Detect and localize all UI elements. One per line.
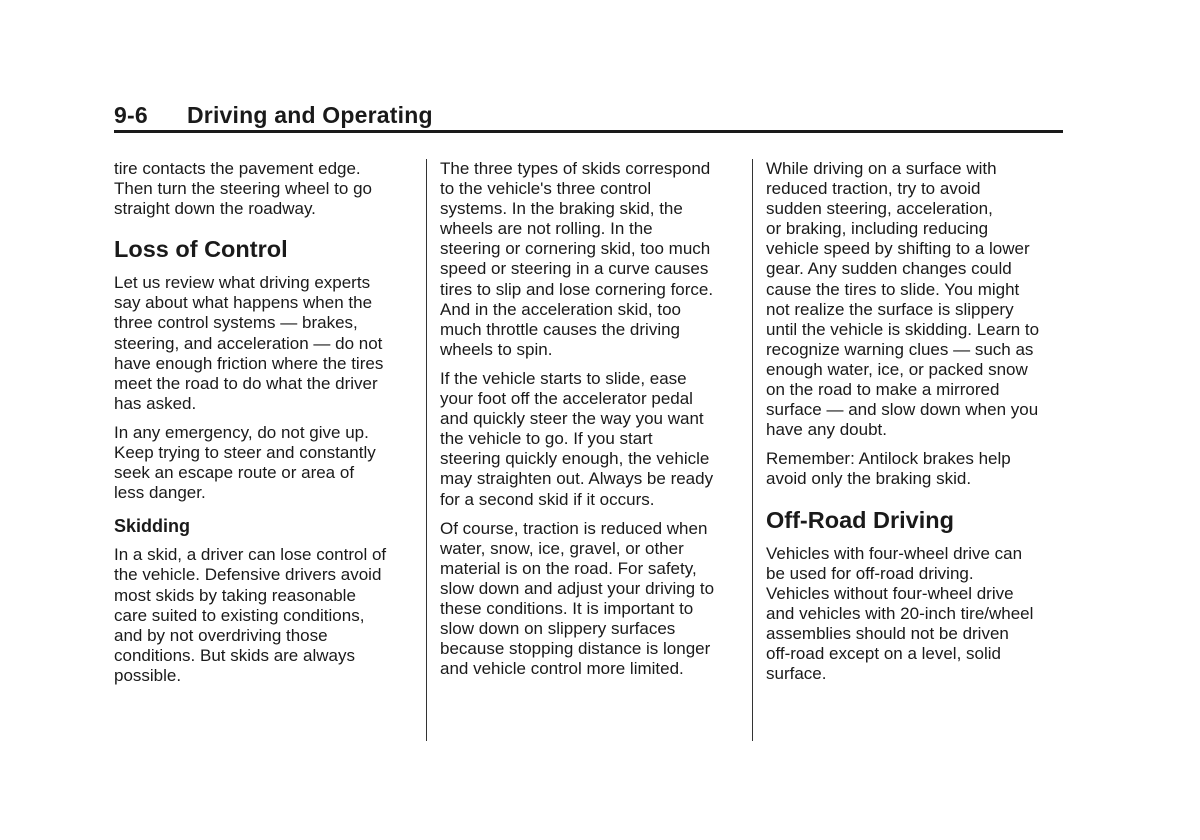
column-divider (752, 159, 753, 741)
body-paragraph: In any emergency, do not give up. Keep trying to steer and constantly seek an escape route or area of less danger. (114, 422, 376, 503)
body-paragraph: While driving on a surface with reduced traction, try to avoid sudden steering, acceleration, or braking, including reducing vehicle speed by shifting to a lower gear. Any sudden changes could cause the tires to slide. You might not realize the surface is slippery until the vehicle is skidding. Learn to recognize warning clues — such as enough water, ice, or packed snow on the road to make a mirrored surface — and slow down when you have any doubt. (766, 159, 1040, 440)
page-number: 9-6 (114, 102, 148, 128)
text-column-1 (114, 159, 416, 695)
body-paragraph: Remember: Antilock brakes help avoid only the braking skid. (766, 449, 1011, 489)
body-paragraph: In a skid, a driver can lose control of the vehicle. Defensive drivers avoid most skids by taking reasonable care suited to existing conditions, and by not overdriving those conditions. But skids are always possible. (114, 545, 387, 685)
body-paragraph: Let us review what driving experts say about what happens when the three control systems — brakes, steering, and acceleration — do not have enough friction where the tires meet the road to do what the driver has asked. (114, 273, 384, 413)
heading-loss-of-control: Loss of Control (114, 236, 288, 263)
page-header (114, 100, 1063, 133)
text-column-2 (440, 159, 742, 688)
body-paragraph: tire contacts the pavement edge. Then turn the steering wheel to go straight down the roadway. (114, 159, 372, 219)
section-title: Driving and Operating (187, 102, 433, 128)
body-paragraph: Vehicles with four-wheel drive can be used for off-road driving. Vehicles without four-wheel drive and vehicles with 20-inch tire/wheel assemblies should not be driven off-road except on a level, solid surface. (766, 543, 1034, 684)
column-divider (426, 159, 427, 741)
subheading-skidding: Skidding (114, 516, 190, 537)
heading-off-road-driving: Off-Road Driving (766, 506, 954, 533)
body-paragraph: Of course, traction is reduced when water, snow, ice, gravel, or other material is on the road. For safety, slow down and adjust your driving to these conditions. It is important to slow down on slippery surfaces because stopping distance is longer and vehicle control more limited. (440, 518, 715, 679)
body-paragraph: If the vehicle starts to slide, ease your foot off the accelerator pedal and quickly steer the way you want the vehicle to go. If you start steering quickly enough, the vehicle may straighten out. Always be ready for a second skid if it occurs. (440, 368, 714, 509)
body-paragraph: The three types of skids correspond to the vehicle's three control systems. In the braking skid, the wheels are not rolling. In the steering or cornering skid, too much speed or steering in a curve causes tires to slip and lose cornering force. And in the acceleration skid, too much throttle causes the driving wheels to spin. (440, 159, 714, 359)
text-column-3 (766, 159, 1068, 693)
